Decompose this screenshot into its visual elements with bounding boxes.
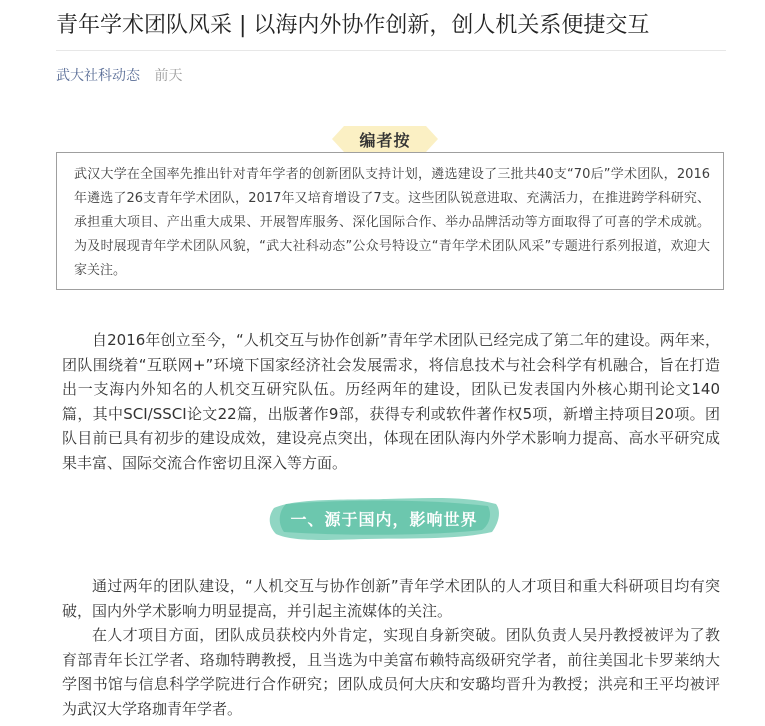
section-heading [266, 490, 502, 546]
title-divider [56, 50, 726, 51]
article-meta [56, 66, 182, 86]
editor-note-label [332, 122, 438, 156]
editor-note-box [56, 152, 724, 290]
section-paragraph-1: 通过两年的团队建设，“人机交互与协作创新”青年学术团队的人才项目和重大科研项目均有突破，国内外学术影响力明显提高，并引起主流媒体的关注。 [62, 577, 720, 620]
article-title: 青年学术团队风采 | 以海内外协作创新，创人机关系便捷交互 [56, 13, 650, 38]
section-paragraph-2: 在人才项目方面，团队成员获校内外肯定，实现自身新突破。团队负责人吴丹教授被评为了教育部青年长江学者、珞珈特聘教授，且当选为中美富布赖特高级研究学者，前往美国北卡罗莱纳大学图书馆与信息科学学院进行合作研究；团队成员何大庆和安璐均晋升为教授；洪亮和王平均被评为武汉大学珞珈青年学者。 [62, 626, 720, 718]
section-body [62, 574, 720, 721]
section-heading-text: 一、源于国内，影响世界 [290, 509, 478, 529]
editor-note-label-text: 编者按 [359, 130, 411, 150]
publish-time: 前天 [154, 68, 183, 84]
intro-paragraph: 自2016年创立至今，“人机交互与协作创新”青年学术团队已经完成了第二年的建设。两年来，团队围绕着“互联网+”环境下国家经济社会发展需求，将信息技术与社会科学有机融合，旨在打造出一支海内外知名的人机交互研究队伍。历经两年的建设，团队已发表国内外核心期刊论文140篇，其中SCI/SSCI论文22篇，出版著作9部，获得专利或软件著作权5项，新增主持项目20项。团队目前已具有初步的建设成效，建设亮点突出，体现在团队海内外学术影响力提高、高水平研究成果丰富、国际交流合作密切且深入等方面。 [62, 331, 720, 472]
account-name-link[interactable]: 武大社科动态 [56, 68, 140, 84]
editor-note-text: 武汉大学在全国率先推出针对青年学者的创新团队支持计划，遴选建设了三批共40支“70后”学术团队，2016年遴选了26支青年学术团队，2017年又培育增设了7支。这些团队锐意进取、充满活力，在推进跨学科研究、承担重大项目、产出重大成果、开展智库服务、深化国际合作、举办品牌活动等方面取得了可喜的学术成就。为及时展现青年学术团队风貌，“武大社科动态”公众号特设立“青年学术团队风采”专题进行系列报道，欢迎大家关注。 [74, 167, 710, 278]
